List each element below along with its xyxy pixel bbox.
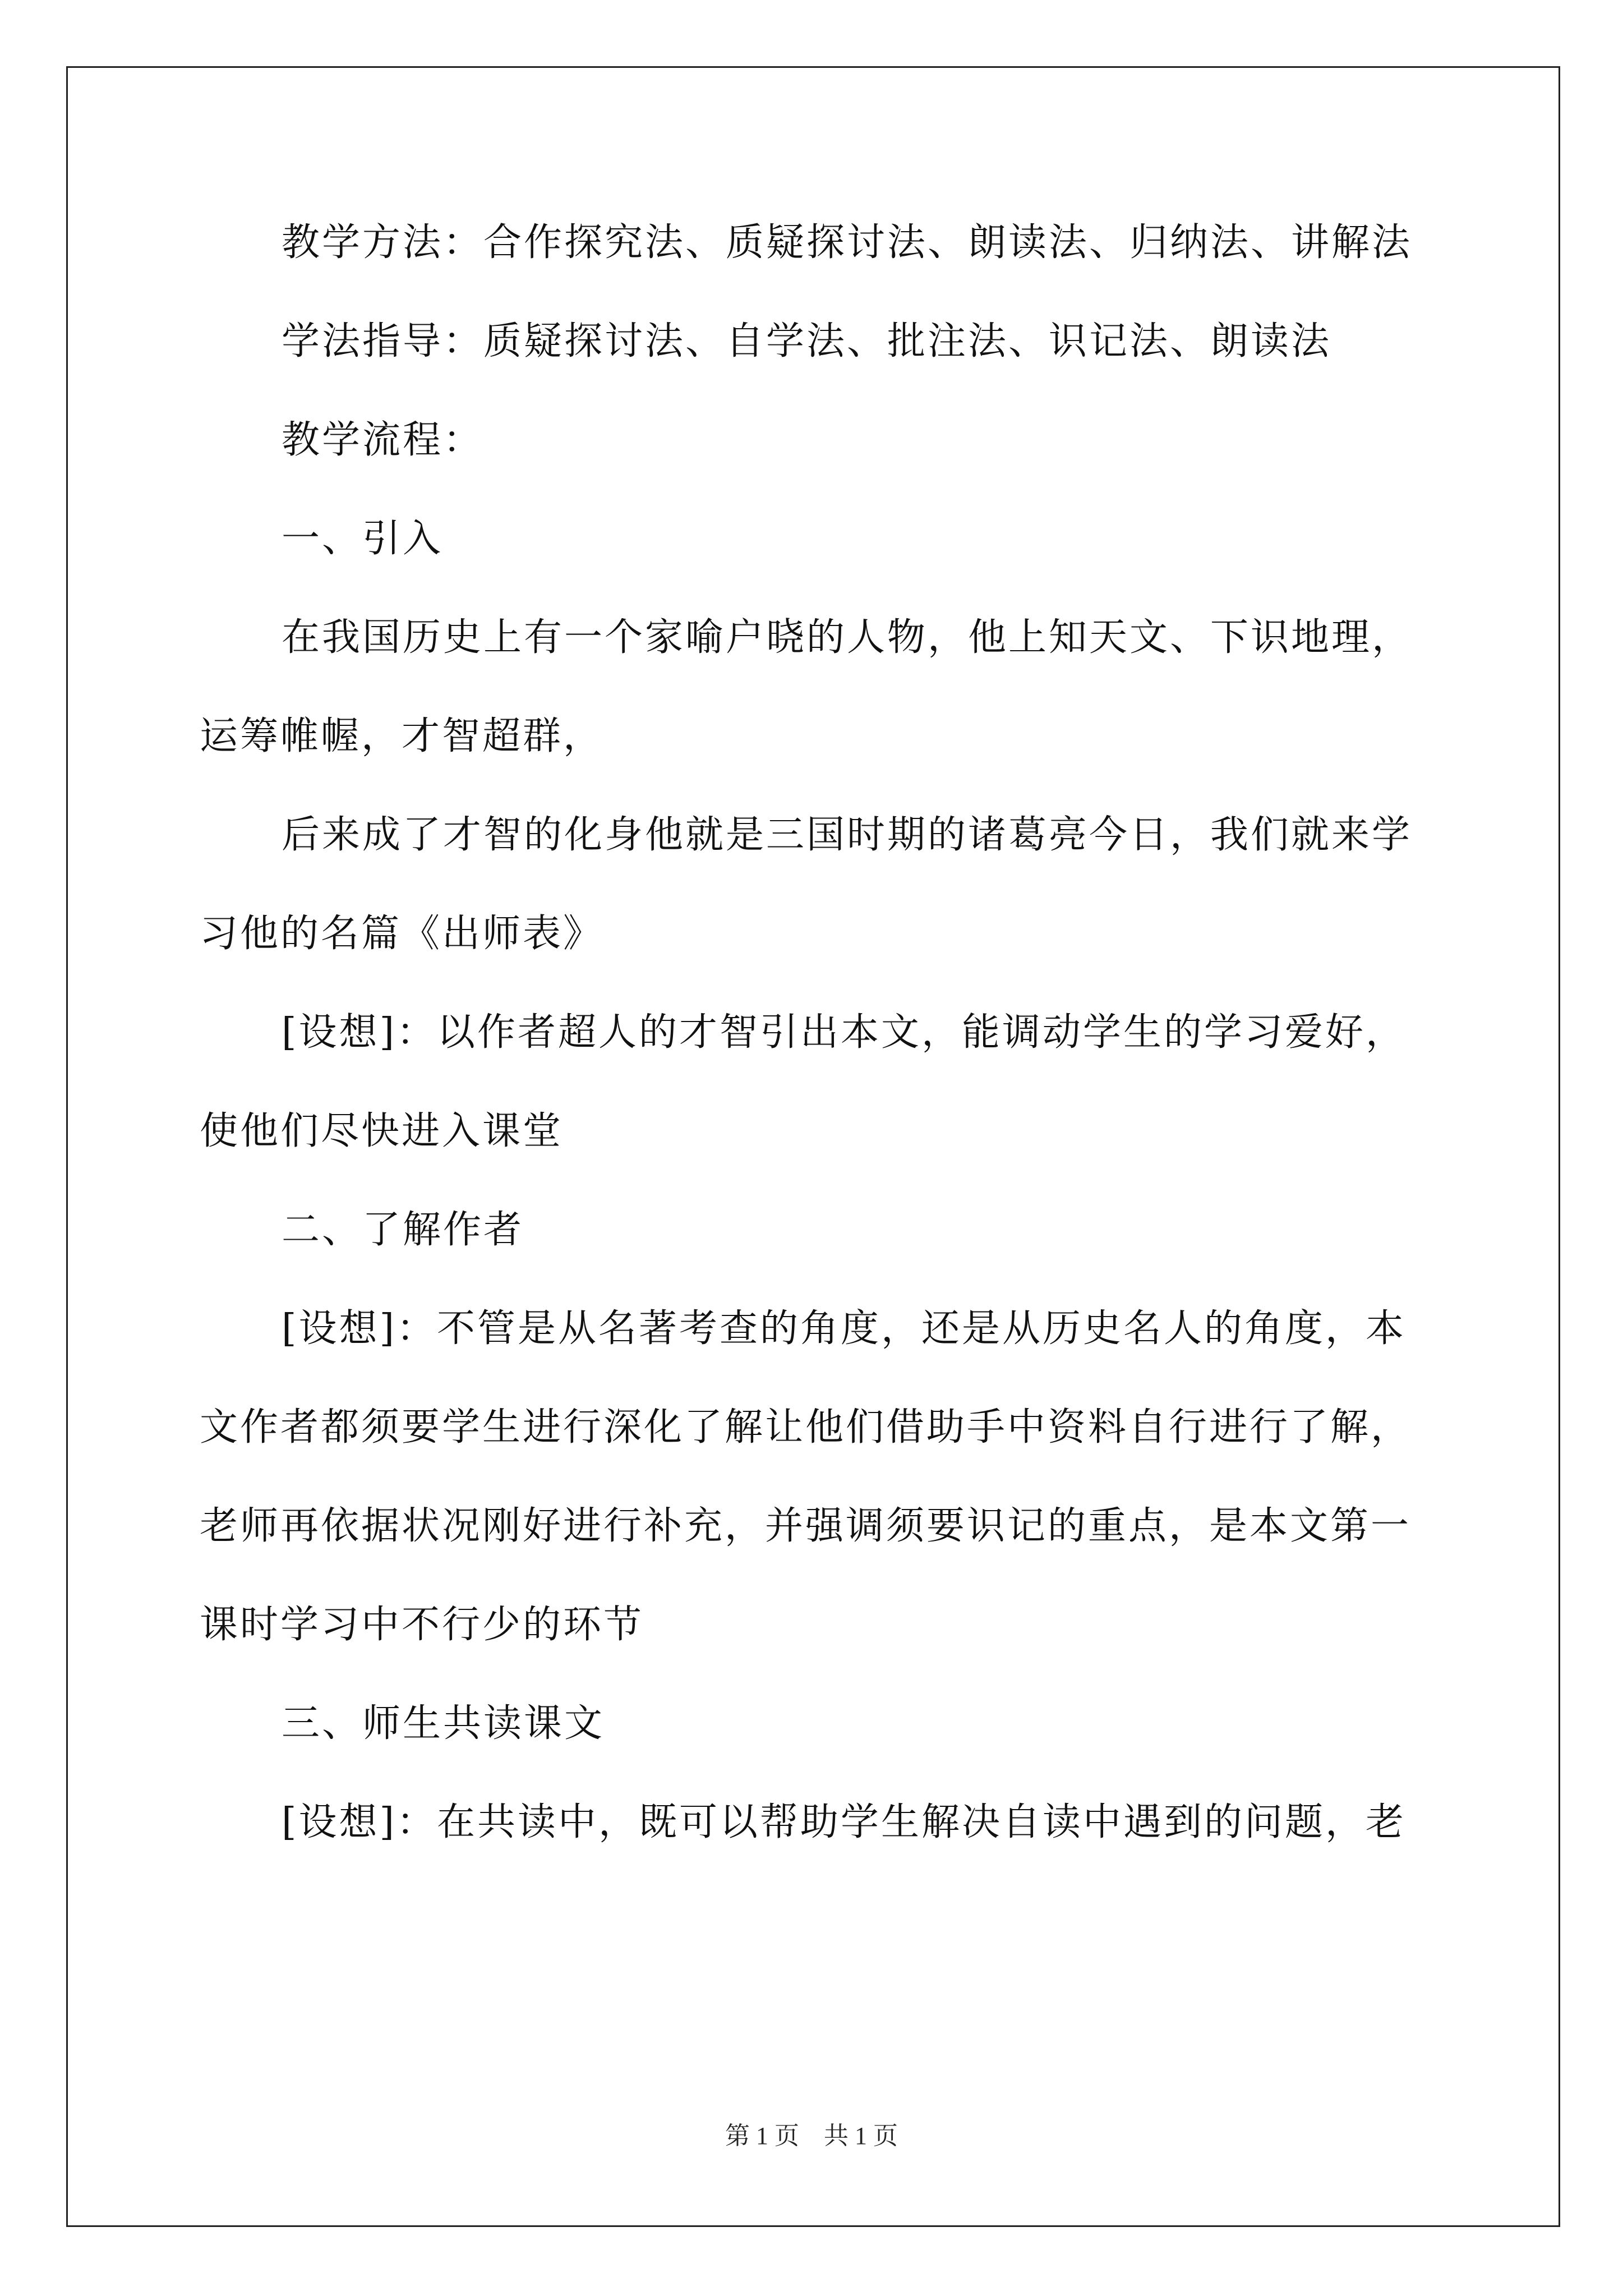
heading-section-2: 二、了解作者 <box>282 1208 524 1252</box>
paragraph-idea2-line-2: 文作者都须要学生进行深化了解让他们借助手中资料自行进行了解， <box>200 1405 1412 1450</box>
paragraph-intro-line-2: 运筹帷幄，才智超群， <box>200 714 604 758</box>
paragraph-idea1-line-1: [设想]：以作者超人的才智引出本文，能调动学生的学习爱好， <box>282 1010 1407 1055</box>
paragraph-idea2-line-4: 课时学习中不行少的环节 <box>200 1603 644 1647</box>
paragraph-intro2-line-1: 后来成了才智的化身他就是三国时期的诸葛亮今日，我们就来学 <box>282 813 1413 857</box>
paragraph-idea1-line-2: 使他们尽快进入课堂 <box>200 1109 564 1153</box>
page-number-footer: 第 1 页 共 1 页 <box>725 2122 898 2150</box>
paragraph-study-guidance: 学法指导：质疑探讨法、自学法、批注法、识记法、朗读法 <box>282 319 1332 364</box>
paragraph-idea2-line-3: 老师再依据状况刚好进行补充，并强调须要识记的重点，是本文第一 <box>200 1504 1412 1548</box>
heading-teaching-process: 教学流程： <box>282 418 484 462</box>
paragraph-intro-line-1: 在我国历史上有一个家喻户晓的人物，他上知天文、下识地理， <box>282 615 1413 660</box>
paragraph-teaching-methods: 教学方法：合作探究法、质疑探讨法、朗读法、归纳法、讲解法 <box>282 220 1413 265</box>
paragraph-idea3-line-1: [设想]：在共读中，既可以帮助学生解决自读中遇到的问题，老 <box>282 1800 1407 1844</box>
paragraph-intro2-line-2: 习他的名篇《出师表》 <box>200 912 604 956</box>
heading-section-3: 三、师生共读课文 <box>282 1701 605 1746</box>
paragraph-idea2-line-1: [设想]：不管是从名著考查的角度，还是从历史名人的角度，本 <box>282 1306 1407 1351</box>
heading-section-1: 一、引入 <box>282 517 444 561</box>
